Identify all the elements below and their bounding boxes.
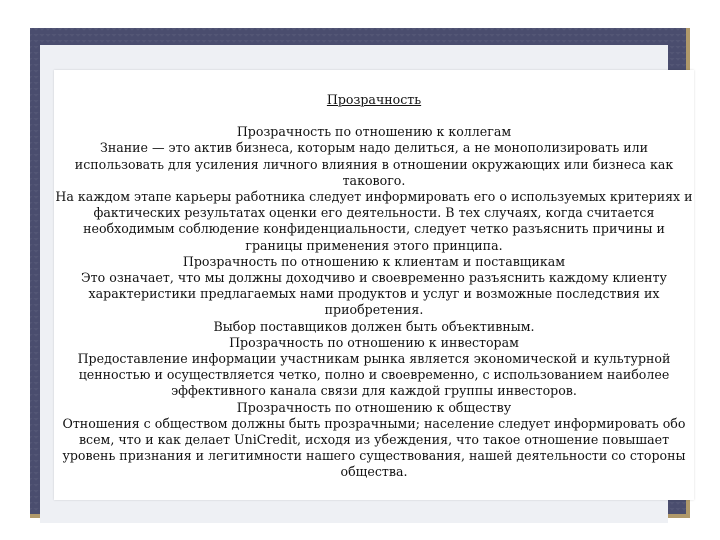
paragraph-society-heading: Прозрачность по отношению к обществу — [236, 399, 512, 415]
slide-content — [54, 92, 694, 481]
paragraph-suppliers: Выбор поставщиков должен быть объективным. — [213, 318, 535, 334]
paragraph-society: Отношения с обществом должны быть прозрачными; население следует информировать обо всем, что и как делает UniCredit, исходя из убеждения, что такое отношение повышает уровень признания и легитимности нашего существования, нашей деятельности со стороны общества. — [62, 415, 686, 480]
slide-title: Прозрачность — [326, 92, 422, 107]
paragraph-investors-heading: Прозрачность по отношению к инвесторам — [229, 334, 519, 350]
paragraph-clients: Это означает, что мы должны доходчиво и своевременно разъяснить каждому клиенту характеристики предлагаемых нами продуктов и услуг и возможные последствия их приобретения. — [81, 270, 667, 318]
paragraph-investors: Предоставление информации участникам рынка является экономической и культурной ценностью и осуществляется четко, полно и своевременно, с использованием наиболее эффективного канала связи для каждой группы инвесторов. — [77, 351, 671, 399]
paragraph-clients-heading: Прозрачность по отношению к клиентам и поставщикам — [182, 253, 566, 269]
paragraph-career: На каждом этапе карьеры работника следует информировать его о используемых критериях и фактических результатах оценки его деятельности. В тех случаях, когда считается необходимым соблюдение конфиденциальности, следует четко разъяснить причины и границы применения этого принципа. — [55, 189, 693, 253]
paragraph-knowledge: Знание — это актив бизнеса, которым надо делиться, а не монополизировать или использовать для усиления личного влияния в отношении окружающих или бизнеса как такового. — [74, 140, 674, 188]
paragraph-colleagues-heading: Прозрачность по отношению к коллегам — [236, 124, 512, 140]
